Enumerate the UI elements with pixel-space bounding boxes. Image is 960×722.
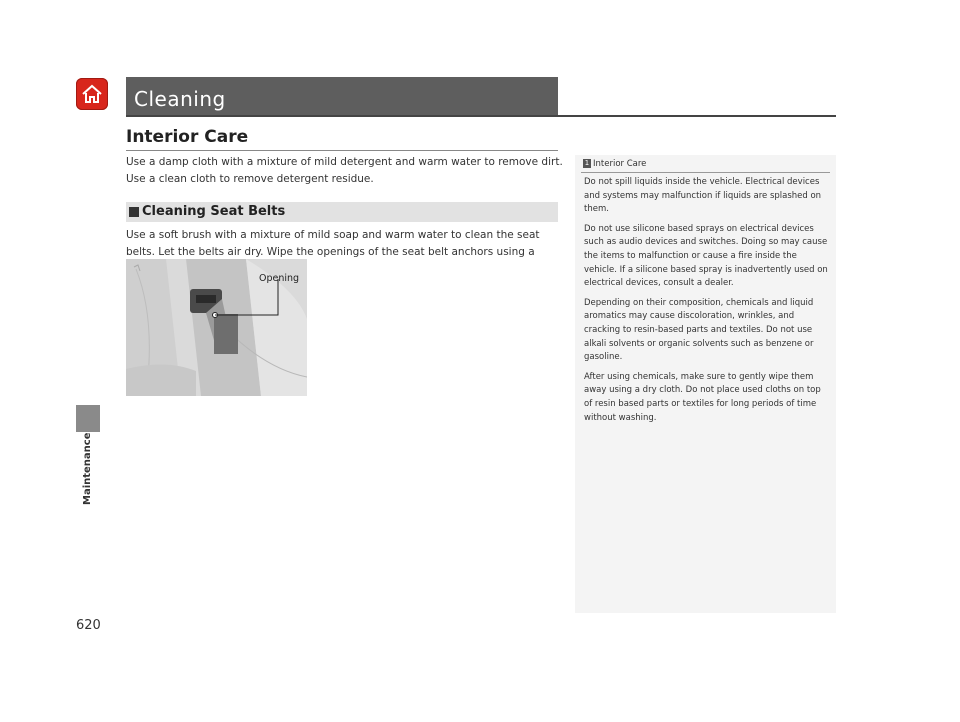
page-title: Cleaning (134, 87, 226, 111)
subheading: Cleaning Seat Belts (142, 204, 286, 219)
title-divider (126, 115, 836, 117)
square-bullet-icon (129, 207, 139, 217)
section-heading: Interior Care (126, 127, 249, 147)
heading-divider (126, 150, 558, 151)
section-label: Maintenance (82, 432, 93, 505)
opening-callout-label: Opening (259, 273, 300, 284)
note-paragraph-silicone: Do not use silicone based sprays on electrical devices such as audio devices and switches. Doing so may cause the items to malfunction or cause a fire inside the vehicle. If a silicone based spray is inadvertently used on electrical devices, consult a dealer. (584, 223, 828, 289)
subheading-bar (126, 202, 558, 222)
note-paragraph-wiping: After using chemicals, make sure to gently wipe them away using a dry cloth. Do not place used cloths on top of resin based parts or textiles for long periods of time without washing. (584, 371, 821, 423)
note-reference-marker: 1 (584, 159, 590, 167)
home-button[interactable] (76, 78, 108, 110)
note-title: Interior Care (593, 159, 647, 169)
seatbelt-paragraph: Use a soft brush with a mixture of mild soap and warm water to clean the seat belts. Let the belts air dry. Wipe the openings of the seat belt anchors using a (126, 229, 540, 258)
page-title-bar (126, 77, 558, 115)
page-number: 620 (76, 618, 101, 633)
note-paragraph-chemicals: Depending on their composition, chemicals and liquid aromatics may cause discoloration, wrinkles, and cracking to resin-based parts and textiles. Do not use alkali solvents or organic solvents such as benzene or gasoline. (584, 297, 814, 363)
side-note-panel (575, 155, 836, 613)
note-heading (583, 159, 646, 169)
intro-paragraph: Use a damp cloth with a mixture of mild detergent and warm water to remove dirt. Use a clean cloth to remove detergent residue. (126, 156, 563, 185)
note-paragraph-liquids: Do not spill liquids inside the vehicle. Electrical devices and systems may malfunction if liquids are splashed on them. (584, 177, 822, 215)
home-icon (80, 82, 104, 106)
note-divider (581, 172, 830, 173)
note-body (584, 176, 830, 431)
section-tab-marker[interactable] (76, 405, 100, 432)
